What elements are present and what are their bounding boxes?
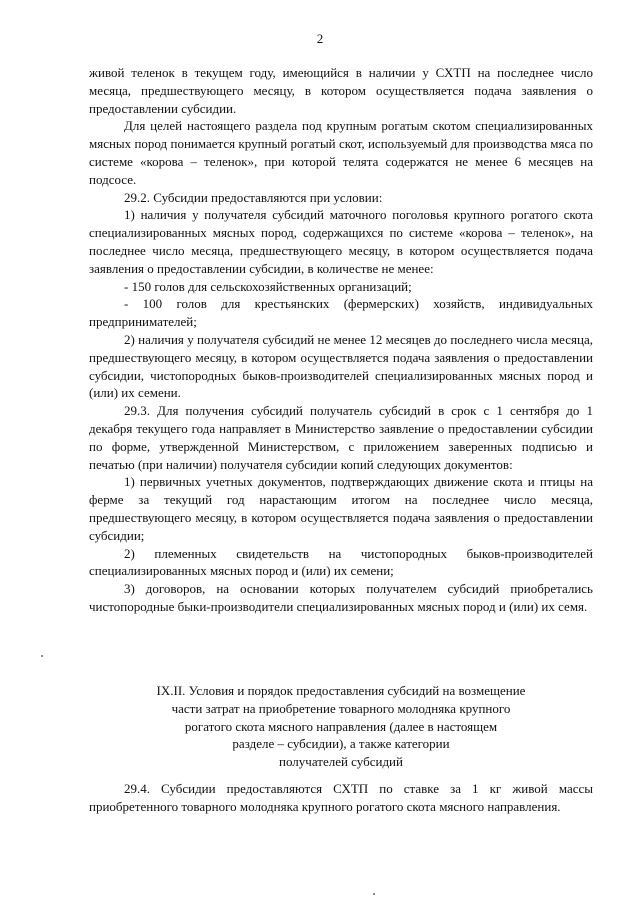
- paragraph: 2) наличия у получателя субсидий не менее 12 месяцев до последнего числа месяца, предшествующего месяцу, в котором осуществляется подача заявления о предоставлении субсидии, чистопородных быков-производителей специализированных мясных пород и (или) их семени.: [89, 331, 593, 401]
- paragraph: Для целей настоящего раздела под крупным рогатым скотом специализированных мясных пород понимается крупный рогатый скот, используемый для производства мяса по системе «корова – теленок», при которой телята содержатся не менее 6 месяцев на подсосе.: [89, 118, 593, 187]
- heading-line: IX.II. Условия и порядок предоставления субсидий на возмещение: [156, 683, 526, 698]
- paragraph: 1) наличия у получателя субсидий маточного поголовья крупного рогатого скота специализированных мясных пород, содержащихся по системе «корова – теленок», на последнее число месяца, предшествующего месяцу, в котором осуществляется подача заявления о предоставлении субсидии, в количестве не менее:: [89, 207, 593, 276]
- heading-line: разделе – субсидии), а также категории: [232, 736, 450, 752]
- heading-line: получателей субсидий: [279, 754, 403, 770]
- heading-line: части затрат на приобретение товарного молодняка крупного: [171, 700, 511, 716]
- paragraph: - 100 голов для крестьянских (фермерских) хозяйств, индивидуальных предпринимателей;: [89, 296, 593, 330]
- section-heading: [89, 682, 593, 771]
- scan-speck: [373, 893, 375, 895]
- paragraph: 29.3. Для получения субсидий получатель субсидий в срок с 1 сентября до 1 декабря текущего года направляет в Министерство заявление о предоставлении субсидии по форме, утвержденной Министерством, с приложением заверенных подписью и печатью (при наличии) получателя субсидии копий следующих документов:: [89, 403, 593, 472]
- heading-line: рогатого скота мясного направления (далее в настоящем: [184, 718, 498, 734]
- scan-speck: [41, 655, 43, 657]
- paragraph: 3) договоров, на основании которых получателем субсидий приобретались чистопородные быки-производители специализированных мясных пород и (или) их семя.: [89, 581, 593, 614]
- paragraph: живой теленок в текущем году, имеющийся в наличии у СХТП на последнее число месяца, предшествующего месяцу, в котором осуществляется подача заявления о предоставлении субсидии.: [89, 65, 593, 116]
- paragraph: 1) первичных учетных документов, подтверждающих движение скота и птицы на ферме за текущий год нарастающим итогом на последнее число месяца, предшествующего месяцу, в котором осуществляется подача заявления о предоставлении субсидии;: [89, 474, 593, 543]
- paragraph: - 150 голов для сельскохозяйственных организаций;: [124, 278, 412, 294]
- closing-paragraph: 29.4. Субсидии предоставляются СХТП по ставке за 1 кг живой массы приобретенного товарного молодняка крупного рогатого скота мясного направления.: [89, 781, 593, 814]
- paragraph: 2) племенных свидетельств на чистопородных быков-производителей специализированных мясных пород и (или) их семени;: [89, 545, 593, 579]
- page-number: 2: [316, 31, 324, 46]
- body-text: [89, 64, 593, 616]
- paragraph: 29.2. Субсидии предоставляются при условии:: [124, 189, 383, 205]
